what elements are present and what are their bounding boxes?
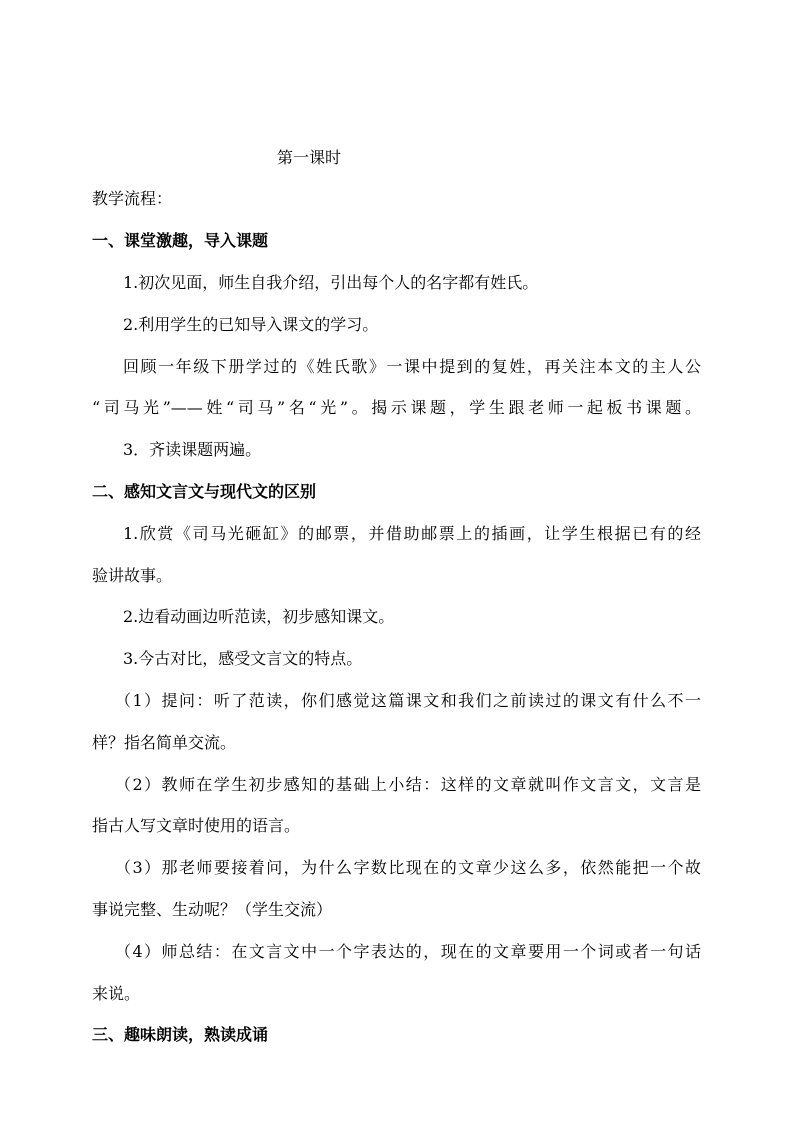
- question-3-line-2: 事说完整、生动呢？（学生交流）: [92, 900, 333, 919]
- question-1-line-1: （1）提问：听了范读，你们感觉这篇课文和我们之前读过的课文有什么不一: [115, 691, 701, 710]
- question-3-line-1: （3）那老师要接着问，为什么字数比现在的文章少这么多，依然能把一个故: [115, 858, 701, 877]
- question-4-line-2: 来说。: [92, 984, 141, 1003]
- paragraph-2-1-line-1: 1.欣赏《司马光砸缸》的邮票，并借助邮票上的插画，让学生根据已有的经: [123, 524, 701, 543]
- paragraph-1-3-line-2: “司马光”——姓“司马”名“光”。揭示课题，学生跟老师一起板书课题。: [92, 398, 701, 417]
- paragraph-1-2: 2.利用学生的已知导入课文的学习。: [123, 315, 379, 334]
- section-heading-3: 三、趣味朗读，熟读成诵: [92, 1025, 269, 1044]
- question-2-line-1: （2）教师在学生初步感知的基础上小结：这样的文章就叫作文言文，文言是: [115, 775, 701, 794]
- question-4-line-1: （4）师总结：在文言文中一个字表达的，现在的文章要用一个词或者一句话: [115, 942, 701, 961]
- lesson-title: 第一课时: [277, 148, 342, 167]
- paragraph-1-4: 3．齐读课题两遍。: [123, 440, 262, 459]
- question-1-line-2: 样？指名简单交流。: [92, 733, 237, 752]
- paragraph-1-1: 1.初次见面，师生自我介绍，引出每个人的名字都有姓氏。: [123, 273, 539, 292]
- paragraph-2-3: 3.今古对比，感受文言文的特点。: [123, 649, 363, 668]
- paragraph-2-2: 2.边看动画边听范读，初步感知课文。: [123, 607, 395, 626]
- section-heading-2: 二、感知文言文与现代文的区别: [92, 482, 317, 501]
- question-2-line-2: 指古人写文章时使用的语言。: [92, 816, 301, 835]
- paragraph-1-3-line-1: 回顾一年级下册学过的《姓氏歌》一课中提到的复姓，再关注本文的主人公: [123, 357, 701, 376]
- section-heading-1: 一、课堂激趣，导入课题: [92, 231, 269, 250]
- paragraph-2-1-line-2: 验讲故事。: [92, 566, 173, 585]
- teaching-process-label: 教学流程：: [92, 189, 173, 208]
